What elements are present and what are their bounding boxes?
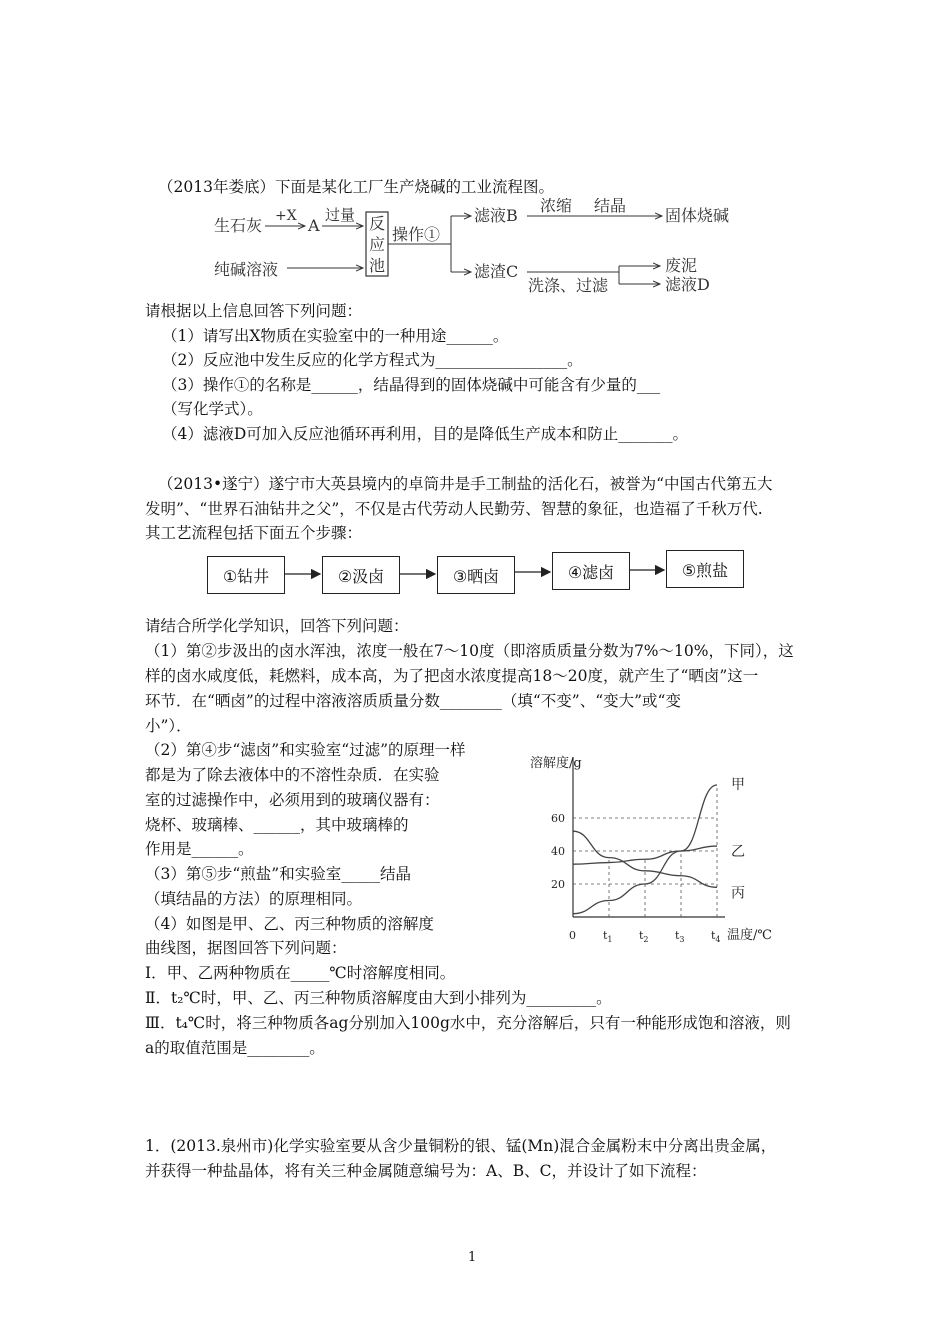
x-axis-label: 温度/℃	[727, 928, 772, 943]
step-box: ③晒卤	[437, 556, 515, 594]
q2-sub: Ⅱ．t₂℃时，甲、乙、丙三种物质溶解度由大到小排列为_________。	[145, 989, 612, 1007]
y-axis-label: 溶解度/g	[530, 756, 582, 771]
series-label: 乙	[731, 844, 745, 861]
q2-part1: 样的卤水咸度低，耗燃料，成本高，为了把卤水浓度提高18～20度，就产生了“晒卤”这一	[145, 667, 759, 685]
y-tick-label: 20	[551, 878, 565, 891]
flow-concentrate: 浓缩	[540, 198, 573, 215]
flow-crystallize: 结晶	[594, 198, 627, 215]
flow-tank-char: 池	[369, 256, 386, 275]
q2-part1: 小”）．	[145, 717, 192, 735]
step-arrows	[283, 560, 669, 590]
x-tick-label: $t_1$	[603, 929, 613, 944]
flow-plus-x: +X	[275, 208, 297, 224]
q1-header: （2013年娄底）下面是某化工厂生产烧碱的工业流程图。	[158, 178, 554, 196]
q2-part: 曲线图，据图回答下列问题：	[145, 939, 347, 957]
q2-line: （2013•遂宁）遂宁市大英县境内的卓筒井是手工制盐的活化石，被誉为“中国古代第五大	[158, 475, 773, 493]
q2-sub: Ⅰ．甲、乙两种物质在_____℃时溶解度相同。	[145, 964, 456, 982]
q2-part: 烧杯、玻璃棒、______，其中玻璃棒的	[145, 816, 409, 834]
q1-item: （1）请写出X物质在实验室中的一种用途______。	[162, 327, 509, 345]
step-box: ④滤卤	[552, 552, 630, 590]
q1-item: （4）滤液D可加入反应池循环再利用，目的是降低生产成本和防止_______。	[162, 425, 689, 443]
solubility-chart	[520, 745, 790, 950]
flow-operation: 操作①	[392, 225, 441, 244]
step-box: ②汲卤	[322, 556, 400, 594]
q2-prompt: 请结合所学化学知识，回答下列问题：	[145, 617, 409, 635]
q2-part: （2）第④步“滤卤”和实验室“过滤”的原理一样	[145, 741, 466, 759]
flow-node-a: A	[308, 216, 320, 235]
x-tick-label: 0	[569, 929, 576, 942]
flow-waste-mud: 废泥	[665, 256, 698, 275]
q2-part: （填结晶的方法）的原理相同。	[145, 890, 363, 908]
q2-line: 发明”、“世界石油钻井之父”，不仅是古代劳动人民勤劳、智慧的象征，也造福了千秋万代.	[145, 500, 763, 518]
q2-part: 室的过滤操作中，必须用到的玻璃仪器有：	[145, 791, 440, 809]
q2-part1: 环节．在“晒卤”的过程中溶液溶质质量分数________（填“不变”、“变大”或“变	[145, 692, 681, 710]
caustic-soda-flowchart	[205, 198, 745, 298]
q2-sub: Ⅲ．t₄℃时，将三种物质各ag分别加入100g水中，充分溶解后，只有一种能形成饱和溶液，则	[145, 1014, 791, 1032]
q3-line: 并获得一种盐晶体，将有关三种金属随意编号为：A、B、C，并设计了如下流程：	[145, 1162, 707, 1180]
q2-part: （4）如图是甲、乙、丙三种物质的溶解度	[145, 915, 434, 933]
y-tick-label: 40	[551, 845, 565, 858]
flow-filtrate-b: 滤液B	[474, 206, 518, 225]
q1-item: （3）操作①的名称是______，结晶得到的固体烧碱中可能含有少量的___	[162, 376, 661, 394]
flow-quicklime: 生石灰	[214, 216, 263, 235]
q2-sub: a的取值范围是________。	[145, 1039, 325, 1057]
page-number: 1	[468, 1250, 477, 1265]
flow-soda-solution: 纯碱溶液	[214, 260, 279, 279]
flow-tank-char: 反	[369, 214, 386, 233]
x-tick-label: $t_4$	[711, 929, 721, 944]
flow-wash-filter: 洗涤、过滤	[528, 276, 609, 295]
flow-filtrate-d: 滤液D	[665, 275, 710, 294]
q1-prompt: 请根据以上信息回答下列问题：	[145, 302, 363, 320]
series-label: 甲	[731, 777, 745, 793]
q2-part: 作用是______。	[145, 840, 254, 858]
flow-tank-char: 应	[369, 235, 386, 254]
series-label: 丙	[731, 885, 745, 902]
flow-residue-c: 滤渣C	[474, 262, 519, 281]
q1-item: （写化学式）。	[162, 400, 263, 418]
flow-solid-caustic: 固体烧碱	[665, 206, 730, 225]
q2-part: （3）第⑤步“煎盐”和实验室_____结晶	[145, 865, 411, 883]
step-box: ①钻井	[207, 556, 285, 594]
q2-part: 都是为了除去液体中的不溶性杂质．在实验	[145, 766, 440, 784]
q2-part1: （1）第②步汲出的卤水浑浊，浓度一般在7～10度（即溶质质量分数为7%～10%，下同），这	[145, 642, 794, 660]
x-tick-label: $t_3$	[675, 929, 685, 944]
x-tick-label: $t_2$	[639, 929, 649, 944]
flow-excess: 过量	[325, 206, 356, 224]
q3-line: 1．(2013.泉州市)化学实验室要从含少量铜粉的银、锰(Mn)混合金属粉末中分离出贵金属，	[145, 1137, 777, 1155]
q1-item: （2）反应池中发生反应的化学方程式为_________________。	[162, 351, 583, 369]
step-box: ⑤煎盐	[666, 550, 744, 588]
q2-line: 其工艺流程包括下面五个步骤：	[145, 524, 363, 542]
y-tick-label: 60	[551, 812, 565, 825]
